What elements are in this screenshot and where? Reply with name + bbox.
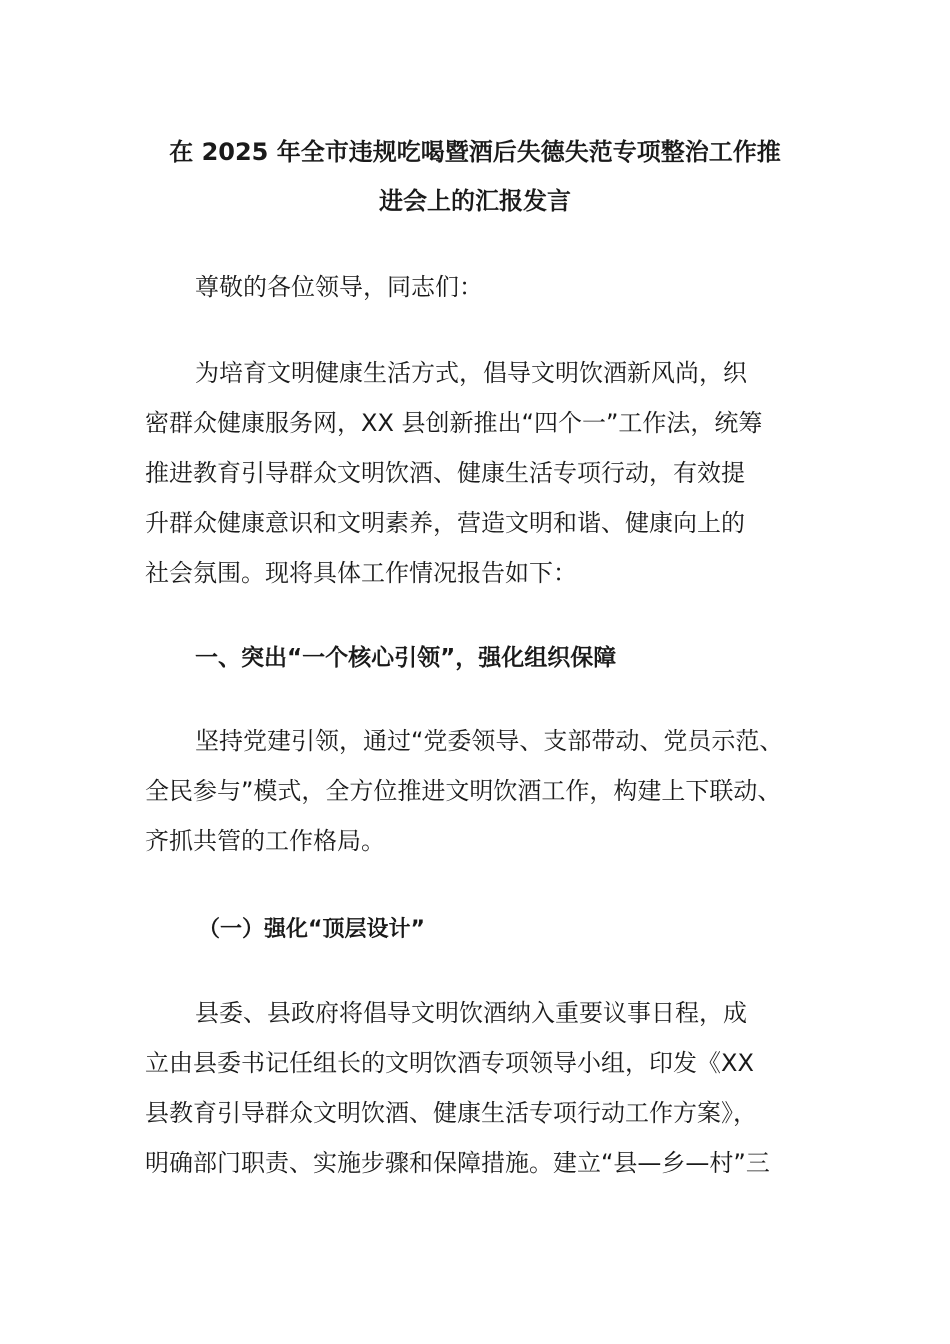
- subsection-1-line-2: 立由县委书记任组长的文明饮酒专项领导小组，印发《XX: [145, 1049, 754, 1077]
- section-1-line-1: 坚持党建引领，通过“党委领导、支部带动、党员示范、: [195, 727, 784, 755]
- section-1-paragraph: [145, 716, 813, 866]
- salutation-text: 尊敬的各位领导，同志们：: [195, 273, 483, 301]
- title-line-2: 进会上的汇报发言: [379, 187, 571, 215]
- intro-line-5: 社会氛围。现将具体工作情况报告如下：: [145, 559, 577, 587]
- subsection-1-line-1: 县委、县政府将倡导文明饮酒纳入重要议事日程，成: [195, 999, 747, 1027]
- salutation: [145, 262, 813, 312]
- intro-paragraph: [145, 348, 813, 598]
- subsection-1-line-3: 县教育引导群众文明饮酒、健康生活专项行动工作方案》，: [145, 1099, 757, 1127]
- document-title: [145, 128, 805, 226]
- subsection-1-line-4: 明确部门职责、实施步骤和保障措施。建立“县—乡—村”三: [145, 1149, 770, 1177]
- subsection-1-paragraph: [145, 988, 813, 1188]
- section-1-line-3: 齐抓共管的工作格局。: [145, 827, 385, 855]
- intro-line-1: 为培育文明健康生活方式，倡导文明饮酒新风尚，织: [195, 359, 747, 387]
- title-line-1: 在 2025 年全市违规吃喝暨酒后失德失范专项整治工作推: [169, 138, 781, 166]
- intro-line-4: 升群众健康意识和文明素养，营造文明和谐、健康向上的: [145, 509, 745, 537]
- section-1-line-2: 全民参与”模式，全方位推进文明饮酒工作，构建上下联动、: [145, 777, 782, 805]
- intro-line-2: 密群众健康服务网，XX 县创新推出“四个一”工作法，统筹: [145, 409, 763, 437]
- section-1-heading: 一、突出“一个核心引领”，强化组织保障: [195, 645, 617, 671]
- intro-line-3: 推进教育引导群众文明饮酒、健康生活专项行动，有效提: [145, 459, 745, 487]
- subsection-1-heading: （一）强化“顶层设计”: [198, 917, 425, 942]
